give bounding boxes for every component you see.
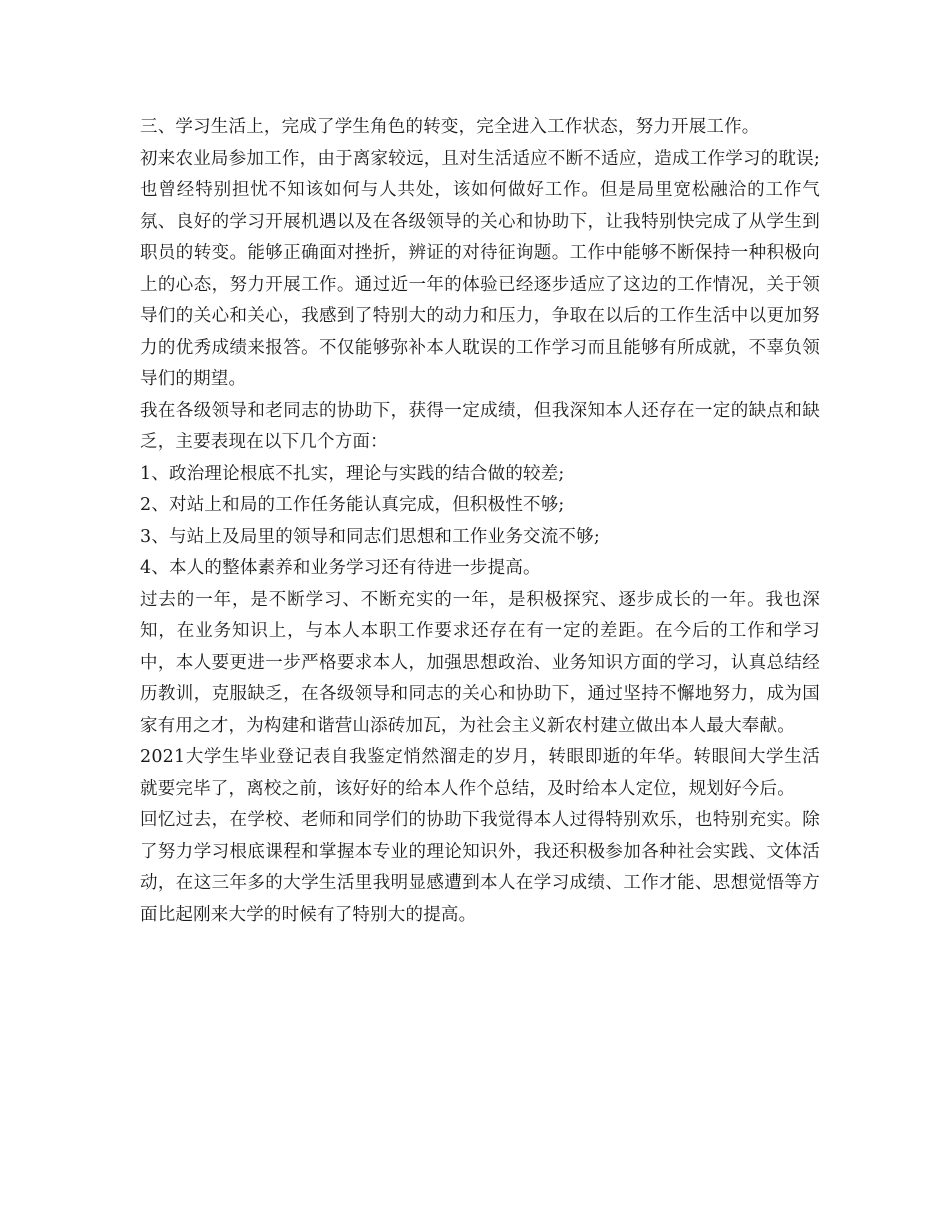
list-item-shortcoming-1: 1、政治理论根底不扎实，理论与实践的结合做的较差; — [140, 463, 565, 484]
document-body — [140, 112, 820, 931]
paragraph-past-year-summary: 过去的一年，是不断学习、不断充实的一年，是积极探究、逐步成长的一年。我也深知，在业务知识上，与本人本职工作要求还存在有一定的差距。在今后的工作和学习中，本人要更进一步严格要求本人，加强思想政治、业务知识方面的学习，认真总结经历教训，克服缺乏，在各级领导和同志的关心和协助下，通过坚持不懈地努力，成为国家有用之才，为构建和谐营山添砖加瓦，为社会主义新农村建立做出本人最大奉献。 — [140, 589, 820, 736]
paragraph-shortcomings-intro: 我在各级领导和老同志的协助下，获得一定成绩，但我深知本人还存在一定的缺点和缺乏，主要表现在以下几个方面： — [140, 400, 820, 452]
paragraph-college-review: 回忆过去，在学校、老师和同学们的协助下我觉得本人过得特别欢乐，也特别充实。除了努力学习根底课程和掌握本专业的理论知识外，我还积极参加各种社会实践、文体活动，在这三年多的大学生活里我明显感遭到本人在学习成绩、工作才能、思想觉悟等方面比起刚来大学的时候有了特别大的提高。 — [140, 810, 820, 925]
list-item-shortcoming-3: 3、与站上及局里的领导和同志们思想和工作业务交流不够; — [140, 526, 600, 547]
list-item-shortcoming-4: 4、本人的整体素养和业务学习还有待进一步提高。 — [140, 558, 541, 578]
paragraph-graduation-self-assessment: 2021大学生毕业登记表自我鉴定悄然溜走的岁月，转眼即逝的年华。转眼间大学生活就要完毕了，离校之前，该好好的给本人作个总结，及时给本人定位，规划好今后。 — [140, 747, 820, 799]
list-item-shortcoming-2: 2、对站上和局的工作任务能认真完成，但积极性不够; — [140, 495, 565, 515]
paragraph-study-life-heading: 三、学习生活上，完成了学生角色的转变，完全进入工作状态，努力开展工作。 — [140, 117, 760, 137]
paragraph-work-adaptation: 初来农业局参加工作，由于离家较远，且对生活适应不断不适应，造成工作学习的耽误;也曾经特别担忧不知该如何与人共处，该如何做好工作。但是局里宽松融洽的工作气氛、良好的学习开展机遇以及在各级领导的关心和协助下，让我特别快完成了从学生到职员的转变。能够正确面对挫折，辨证的对待征询题。工作中能够不断保持一种积极向上的心态，努力开展工作。通过近一年的体验已经逐步适应了这边的工作情况，关于领导们的关心和关心，我感到了特别大的动力和压力，争取在以后的工作生活中以更加努力的优秀成绩来报答。不仅能够弥补本人耽误的工作学习而且能够有所成就，不辜负领导们的期望。 — [140, 148, 820, 389]
